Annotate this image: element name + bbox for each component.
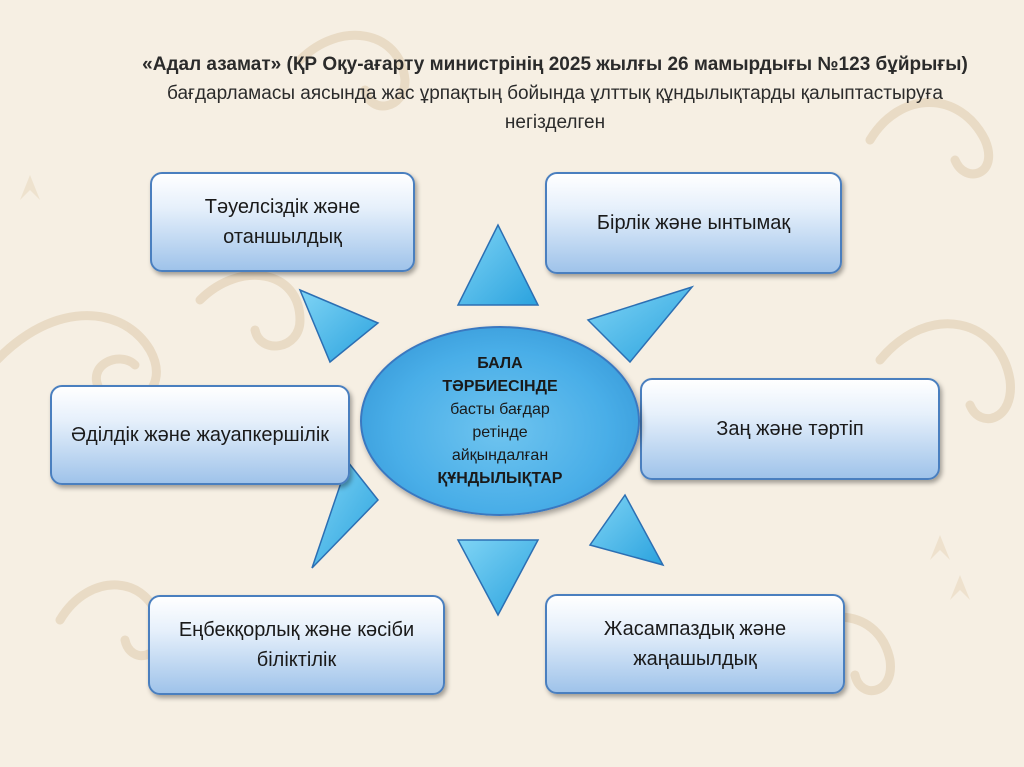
value-independence-patriotism — [150, 172, 415, 272]
value-justice-responsibility — [50, 385, 350, 485]
value-diligence-professionalism — [148, 595, 445, 695]
value-unity-solidarity — [545, 172, 842, 274]
value-label: Әділдік және жауапкершілік — [70, 424, 330, 446]
value-label: Бірлік және ынтымақ — [596, 212, 791, 234]
value-label: Еңбекқорлық және кәсіби біліктілік — [178, 619, 415, 671]
center-line-5: айқындалған — [451, 447, 549, 464]
value-label: Тәуелсіздік және отаншылдық — [204, 196, 361, 248]
center-line-4: ретінде — [472, 424, 528, 441]
title-rest: бағдарламасы аясында жас ұрпақтың бойында ұлттық құндылықтарды қалыптастыруға негізделген — [167, 83, 943, 133]
center-line-1: БАЛА — [477, 355, 523, 372]
central-values-ellipse — [360, 326, 640, 516]
page-title — [130, 50, 980, 137]
value-label: Жасампаздық және жаңашылдық — [603, 618, 787, 670]
center-line-2: ТӘРБИЕСІНДЕ — [442, 378, 558, 395]
value-creativity-innovation — [545, 594, 845, 694]
center-line-6: ҚҰНДЫЛЫҚТАР — [437, 470, 563, 487]
value-law-order — [640, 378, 940, 480]
title-bold: «Адал азамат» (ҚР Оқу-ағарту министрінің 2025 жылғы 26 мамырдығы №123 бұйрығы) — [142, 54, 968, 75]
center-line-3: басты бағдар — [450, 401, 550, 418]
value-label: Заң және тәртіп — [716, 418, 864, 440]
